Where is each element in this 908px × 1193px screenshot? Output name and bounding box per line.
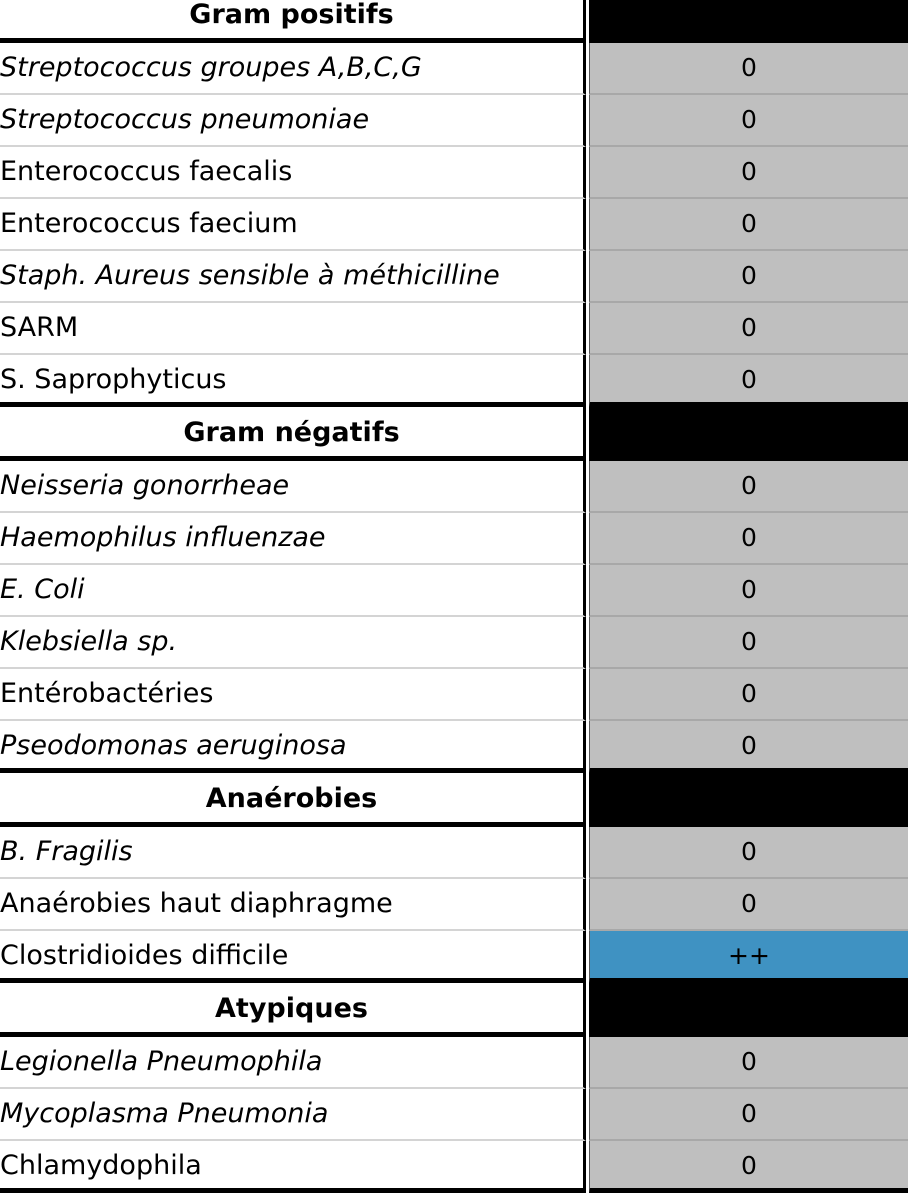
organism-name-cell[interactable]: B. Fragilis — [0, 827, 586, 879]
section-title: Gram positifs — [0, 0, 586, 43]
organism-name-cell[interactable]: Legionella Pneumophila — [0, 1037, 586, 1089]
organism-name-cell[interactable]: Mycoplasma Pneumonia — [0, 1089, 586, 1141]
activity-value-cell[interactable]: 0 — [589, 1037, 908, 1089]
section-title: Atypiques — [0, 983, 586, 1037]
organism-name-cell[interactable]: Pseodomonas aeruginosa — [0, 721, 586, 773]
activity-value-cell[interactable]: 0 — [589, 1141, 908, 1193]
activity-value-cell[interactable]: 0 — [589, 565, 908, 617]
table-row — [0, 147, 908, 199]
organism-name-cell[interactable]: SARM — [0, 303, 586, 355]
activity-value-cell[interactable]: 0 — [589, 199, 908, 251]
table-row — [0, 617, 908, 669]
organism-name-cell[interactable]: Haemophilus influenzae — [0, 513, 586, 565]
section-value-cell[interactable] — [589, 983, 908, 1037]
table-row — [0, 1089, 908, 1141]
table-row — [0, 669, 908, 721]
organism-name-cell[interactable]: Chlamydophila — [0, 1141, 586, 1193]
section-value-cell[interactable] — [589, 0, 908, 43]
table-row — [0, 513, 908, 565]
organism-name-cell[interactable]: S. Saprophyticus — [0, 355, 586, 407]
table-row — [0, 1141, 908, 1193]
table-row — [0, 1037, 908, 1089]
organism-name-cell[interactable]: Klebsiella sp. — [0, 617, 586, 669]
activity-value-cell[interactable]: 0 — [589, 513, 908, 565]
table-row — [0, 303, 908, 355]
organism-name-cell[interactable]: Entérobactéries — [0, 669, 586, 721]
table-row — [0, 355, 908, 407]
activity-value-cell[interactable]: 0 — [589, 303, 908, 355]
section-header-row — [0, 983, 908, 1037]
activity-value-cell[interactable]: 0 — [589, 879, 908, 931]
table-row — [0, 199, 908, 251]
activity-value-cell[interactable]: 0 — [589, 251, 908, 303]
organism-name-cell[interactable]: Streptococcus pneumoniae — [0, 95, 586, 147]
table-row — [0, 931, 908, 983]
section-title: Anaérobies — [0, 773, 586, 827]
section-value-cell[interactable] — [589, 407, 908, 461]
organism-name-cell[interactable]: E. Coli — [0, 565, 586, 617]
activity-value-cell[interactable]: 0 — [589, 669, 908, 721]
activity-value-cell[interactable]: 0 — [589, 721, 908, 773]
table-row — [0, 827, 908, 879]
table-row — [0, 721, 908, 773]
table-row — [0, 43, 908, 95]
organism-name-cell[interactable]: Neisseria gonorrheae — [0, 461, 586, 513]
section-value-cell[interactable] — [589, 773, 908, 827]
section-header-row — [0, 0, 908, 43]
table-row — [0, 95, 908, 147]
activity-value-cell[interactable]: 0 — [589, 147, 908, 199]
section-header-row — [0, 773, 908, 827]
table-row — [0, 565, 908, 617]
section-header-row — [0, 407, 908, 461]
activity-value-cell[interactable]: 0 — [589, 827, 908, 879]
activity-value-cell[interactable]: 0 — [589, 43, 908, 95]
organism-name-cell[interactable]: Clostridioides difficile — [0, 931, 586, 983]
activity-value-cell[interactable]: ++ — [589, 931, 908, 983]
table-row — [0, 251, 908, 303]
organism-name-cell[interactable]: Enterococcus faecalis — [0, 147, 586, 199]
activity-value-cell[interactable]: 0 — [589, 1089, 908, 1141]
activity-value-cell[interactable]: 0 — [589, 461, 908, 513]
organism-name-cell[interactable]: Anaérobies haut diaphragme — [0, 879, 586, 931]
organism-name-cell[interactable]: Enterococcus faecium — [0, 199, 586, 251]
activity-value-cell[interactable]: 0 — [589, 95, 908, 147]
organism-name-cell[interactable]: Streptococcus groupes A,B,C,G — [0, 43, 586, 95]
organism-name-cell[interactable]: Staph. Aureus sensible à méthicilline — [0, 251, 586, 303]
activity-value-cell[interactable]: 0 — [589, 617, 908, 669]
activity-value-cell[interactable]: 0 — [589, 355, 908, 407]
table-row — [0, 461, 908, 513]
table-row — [0, 879, 908, 931]
section-title: Gram négatifs — [0, 407, 586, 461]
